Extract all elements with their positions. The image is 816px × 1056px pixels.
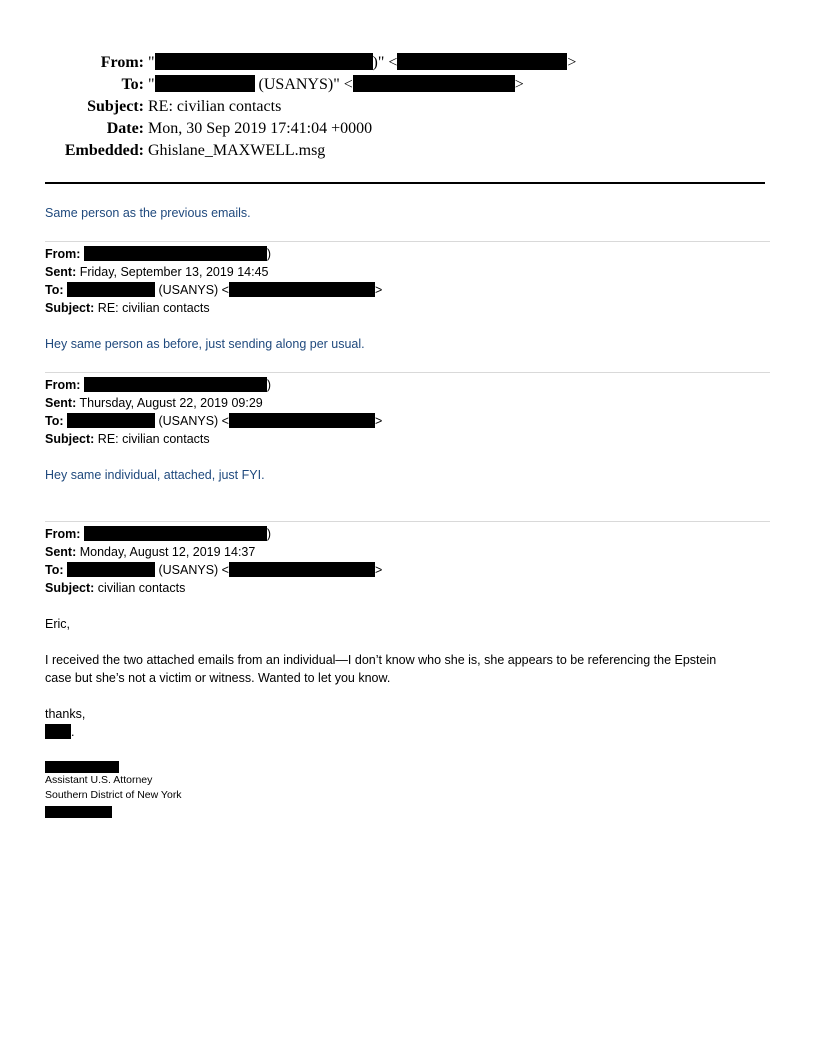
message-3-from: From: ) [45,527,272,541]
header-subject-value: RE: civilian contacts [148,98,282,115]
header-subject-label: Subject: [87,98,144,115]
header-embedded-label: Embedded: [64,142,144,159]
signature-contact-redaction [45,806,112,818]
message-3-subject: Subject: civilian contacts [45,581,186,595]
header-divider [45,182,765,184]
redaction-box [353,75,515,92]
message-2-to: To: (USANYS) < > [45,414,383,428]
redaction-box [155,75,255,92]
message-3-body-line-2: case but she’s not a victim or witness. Wanted to let you know. [45,671,391,685]
header-date-label: Date: [106,120,144,137]
message-separator [45,372,770,373]
redaction-box [229,413,375,428]
message-3-sent: Sent: Monday, August 12, 2019 14:37 [45,545,256,559]
message-2-from: From: ) [45,378,272,392]
message-1-body: Hey same person as before, just sending along per usual. [45,337,365,351]
header-from-value: " )" < > [148,54,577,71]
signature-name-redaction [45,761,119,773]
redaction-box [84,526,267,541]
message-2-body: Hey same individual, attached, just FYI. [45,468,265,482]
message-2-subject: Subject: RE: civilian contacts [45,432,210,446]
header-to-value: " (USANYS)" < > [148,76,524,93]
header-embedded-attachment[interactable]: Ghislane_MAXWELL.msg [148,142,326,159]
message-1-from: From: ) [45,247,272,261]
redaction-box [229,562,375,577]
message-separator [45,241,770,242]
message-3-greeting: Eric, [45,617,70,631]
message-1-subject: Subject: RE: civilian contacts [45,301,210,315]
message-1-sent: Sent: Friday, September 13, 2019 14:45 [45,265,269,279]
signature-title: Assistant U.S. Attorney [45,774,153,786]
redaction-box [155,53,373,70]
message-3-signoff-name: . [45,723,74,741]
redaction-box [45,724,71,739]
redaction-box [67,282,155,297]
intro-text: Same person as the previous emails. [45,206,251,220]
header-date-value: Mon, 30 Sep 2019 17:41:04 +0000 [148,120,373,137]
message-3-signoff: thanks, [45,707,86,721]
message-3-to: To: (USANYS) < > [45,563,383,577]
redaction-box [67,562,155,577]
message-2-sent: Sent: Thursday, August 22, 2019 09:29 [45,396,263,410]
redaction-box [84,246,267,261]
signature-office: Southern District of New York [45,789,182,801]
header-to-label: To: [121,76,144,93]
redaction-box [397,53,567,70]
message-3-body-line-1: I received the two attached emails from an individual—I don’t know who she is, she appears to be referencing the Epstein [45,653,717,667]
redaction-box [229,282,375,297]
message-1-to: To: (USANYS) < > [45,283,383,297]
header-from-label: From: [100,54,144,71]
redaction-box [67,413,155,428]
message-separator [45,521,770,522]
redaction-box [84,377,267,392]
